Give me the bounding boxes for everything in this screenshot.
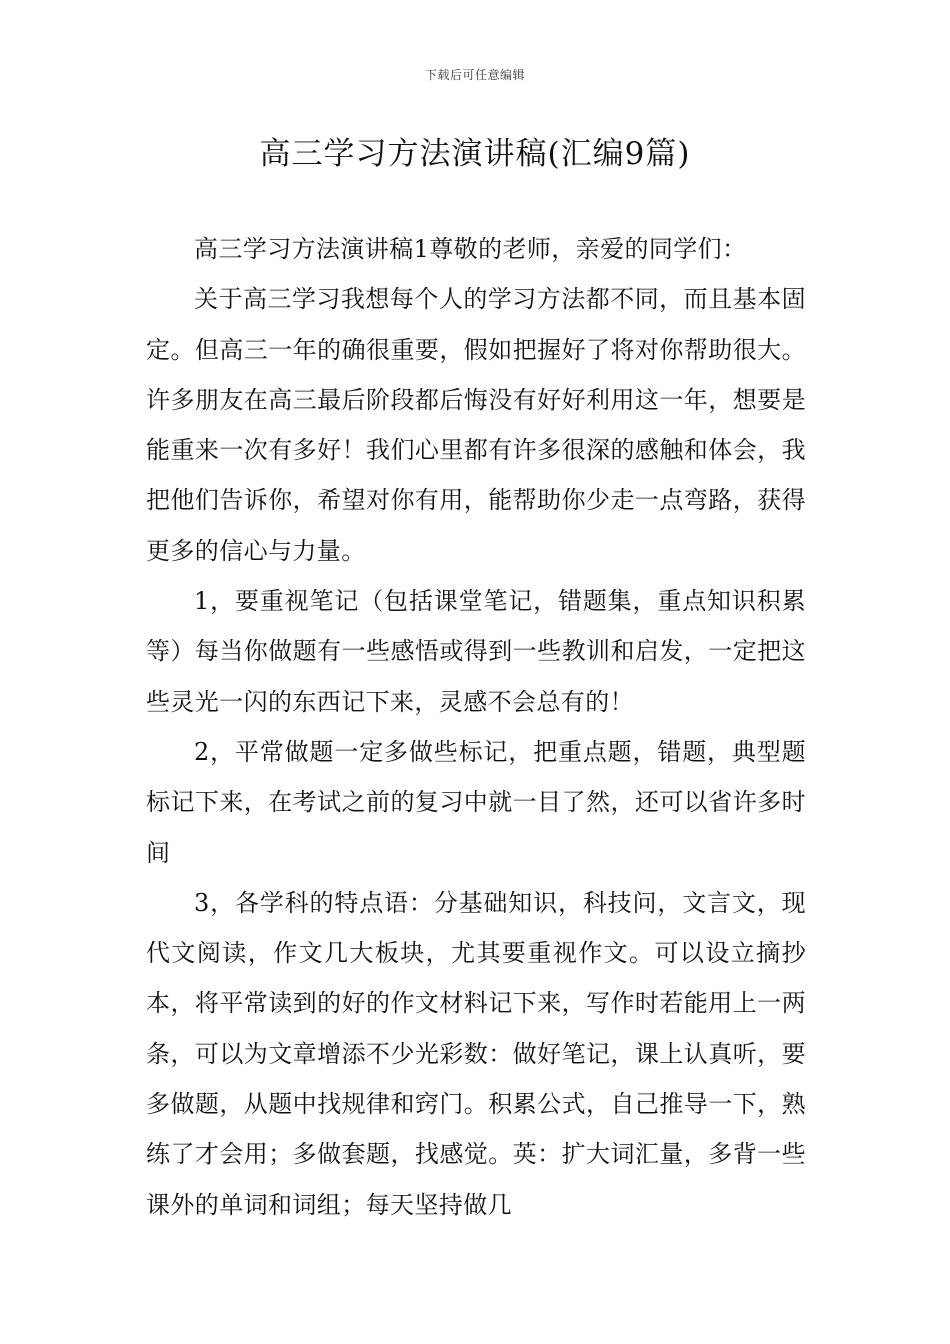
document-title: 高三学习方法演讲稿(汇编9篇) bbox=[259, 136, 691, 172]
header-note: 下载后可任意编辑 bbox=[424, 68, 525, 82]
paragraph-point-2: 2，平常做题一定多做些标记，把重点题，错题，典型题标记下来，在考试之前的复习中就一目了然，还可以省许多时间 bbox=[146, 737, 806, 867]
paragraph-greeting: 高三学习方法演讲稿1尊敬的老师，亲爱的同学们： bbox=[194, 235, 747, 263]
paragraph-point-1: 1，要重视笔记（包括课堂笔记，错题集，重点知识积累等）每当你做题有一些感悟或得到一些教训和启发，一定把这些灵光一闪的东西记下来，灵感不会总有的！ bbox=[146, 587, 806, 716]
paragraph-point-3: 3，各学科的特点语：分基础知识，科技问，文言文，现代文阅读，作文几大板块，尤其要重视作文。可以设立摘抄本，将平常读到的好的作文材料记下来，写作时若能用上一两条，可以为文章增添不少光彩数：做好笔记，课上认真听，要多做题，从题中找规律和窍门。积累公式，自己推导一下，熟练了才会用；多做套题，找感觉。英：扩大词汇量，多背一些课外的单词和词组；每天坚持做几 bbox=[146, 888, 806, 1219]
paragraph-intro: 关于高三学习我想每个人的学习方法都不同，而且基本固定。但高三一年的确很重要，假如把握好了将对你帮助很大。许多朋友在高三最后阶段都后悔没有好好利用这一年，想要是能重来一次有多好！我们心里都有许多很深的感触和体会，我把他们告诉你，希望对你有用，能帮助你少走一点弯路，获得更多的信心与力量。 bbox=[146, 285, 806, 565]
document-body bbox=[146, 224, 806, 1230]
